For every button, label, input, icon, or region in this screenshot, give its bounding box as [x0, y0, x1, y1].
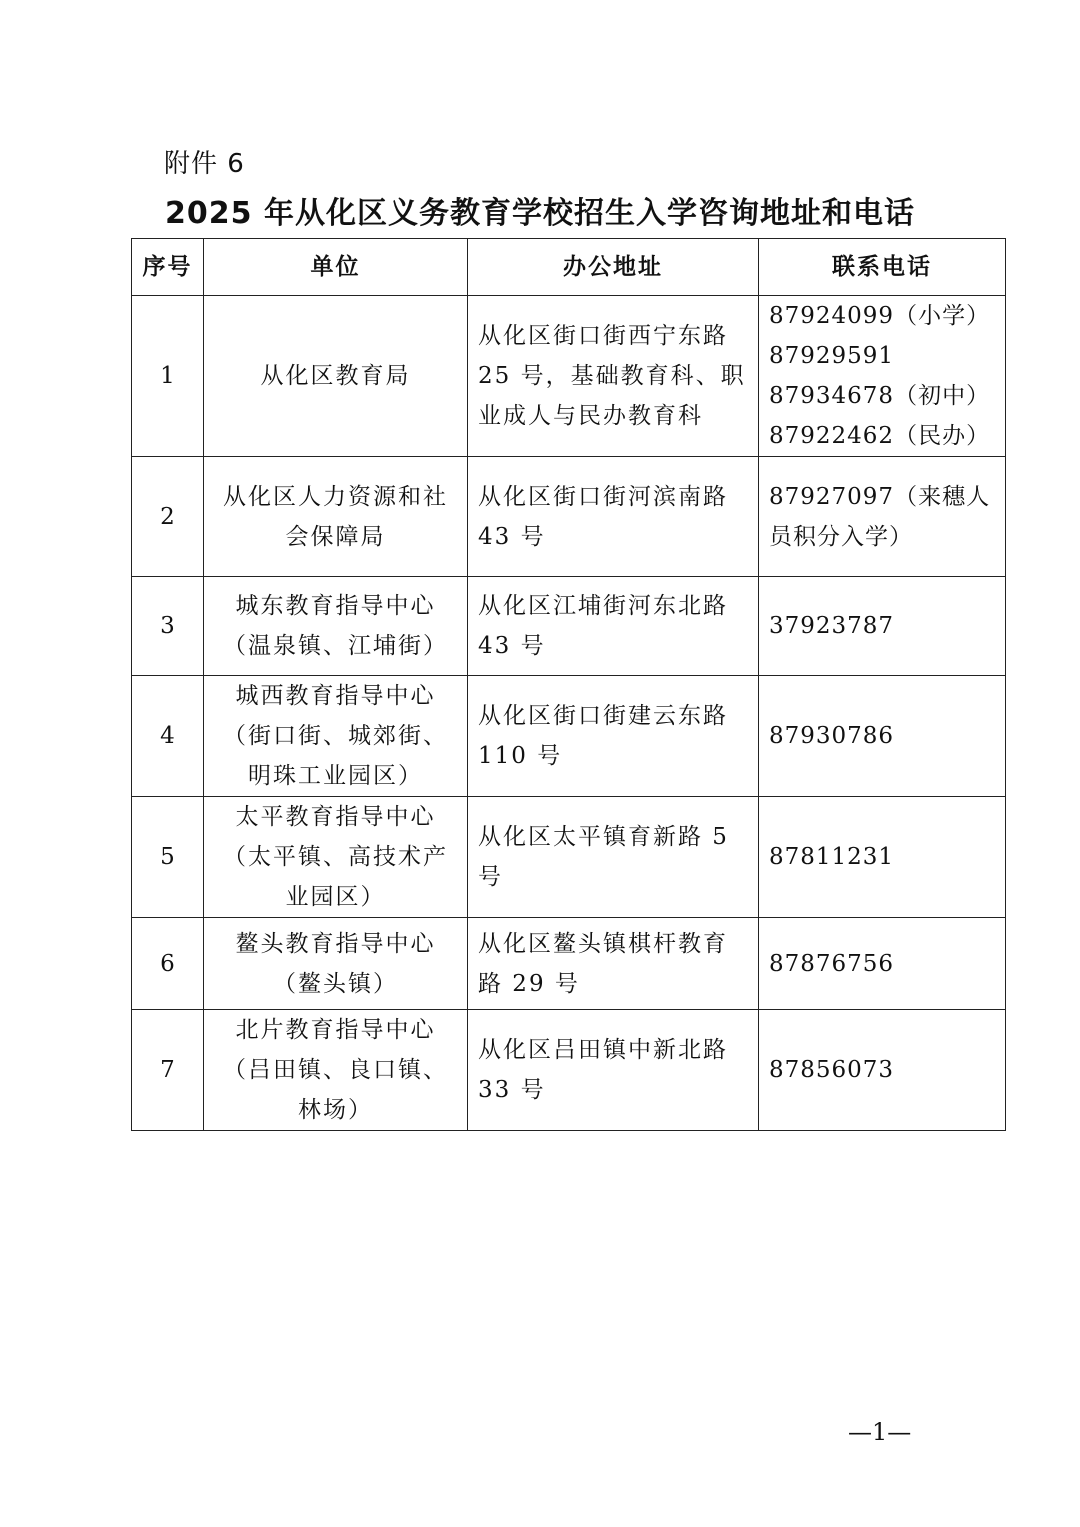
unit-name: 从化区教育局	[204, 296, 468, 457]
phone-line: 87934678（初中）	[769, 383, 991, 409]
office-address: 从化区太平镇育新路 5 号	[468, 797, 759, 918]
table-row	[132, 918, 1006, 1010]
office-address: 从化区吕田镇中新北路 33 号	[468, 1010, 759, 1131]
office-address: 从化区鳌头镇棋杆教育路 29 号	[468, 918, 759, 1010]
unit-name: 太平教育指导中心（太平镇、高技术产业园区）	[204, 797, 468, 918]
unit-name: 北片教育指导中心（吕田镇、良口镇、林场）	[204, 1010, 468, 1131]
row-number: 4	[132, 676, 204, 797]
row-number: 6	[132, 918, 204, 1010]
table-header-row	[132, 239, 1006, 296]
column-header-unit: 单位	[204, 239, 468, 296]
row-number: 7	[132, 1010, 204, 1131]
table-row	[132, 577, 1006, 676]
row-number: 3	[132, 577, 204, 676]
contact-phone	[759, 296, 1006, 457]
phone-line: 87922462（民办）	[769, 423, 991, 449]
office-address: 从化区街口街西宁东路 25 号，基础教育科、职业成人与民办教育科	[468, 296, 759, 457]
row-number: 1	[132, 296, 204, 457]
table-row	[132, 1010, 1006, 1131]
phone-line: 87924099（小学）	[769, 303, 991, 329]
column-header-address: 办公地址	[468, 239, 759, 296]
column-header-no: 序号	[132, 239, 204, 296]
column-header-phone: 联系电话	[759, 239, 1006, 296]
unit-name: 从化区人力资源和社会保障局	[204, 457, 468, 577]
attachment-label: 附件 6	[164, 149, 245, 179]
row-number: 5	[132, 797, 204, 918]
table-row	[132, 457, 1006, 577]
unit-name: 鳌头教育指导中心（鳌头镇）	[204, 918, 468, 1010]
table-row	[132, 676, 1006, 797]
unit-name: 城东教育指导中心（温泉镇、江埔街）	[204, 577, 468, 676]
page-number: —1—	[848, 1418, 912, 1446]
contact-phone: 87927097（来穗人员积分入学）	[759, 457, 1006, 577]
contact-phone: 37923787	[759, 577, 1006, 676]
unit-name: 城西教育指导中心（街口街、城郊街、明珠工业园区）	[204, 676, 468, 797]
table-row	[132, 296, 1006, 457]
office-address: 从化区街口街建云东路 110 号	[468, 676, 759, 797]
table-row	[132, 797, 1006, 918]
contact-phone: 87811231	[759, 797, 1006, 918]
contact-phone: 87930786	[759, 676, 1006, 797]
office-address: 从化区街口街河滨南路 43 号	[468, 457, 759, 577]
phone-line: 87929591	[769, 343, 895, 369]
contact-table	[131, 238, 1006, 1131]
contact-phone: 87876756	[759, 918, 1006, 1010]
contact-phone: 87856073	[759, 1010, 1006, 1131]
document-title: 2025 年从化区义务教育学校招生入学咨询地址和电话	[165, 196, 915, 231]
office-address: 从化区江埔街河东北路 43 号	[468, 577, 759, 676]
row-number: 2	[132, 457, 204, 577]
